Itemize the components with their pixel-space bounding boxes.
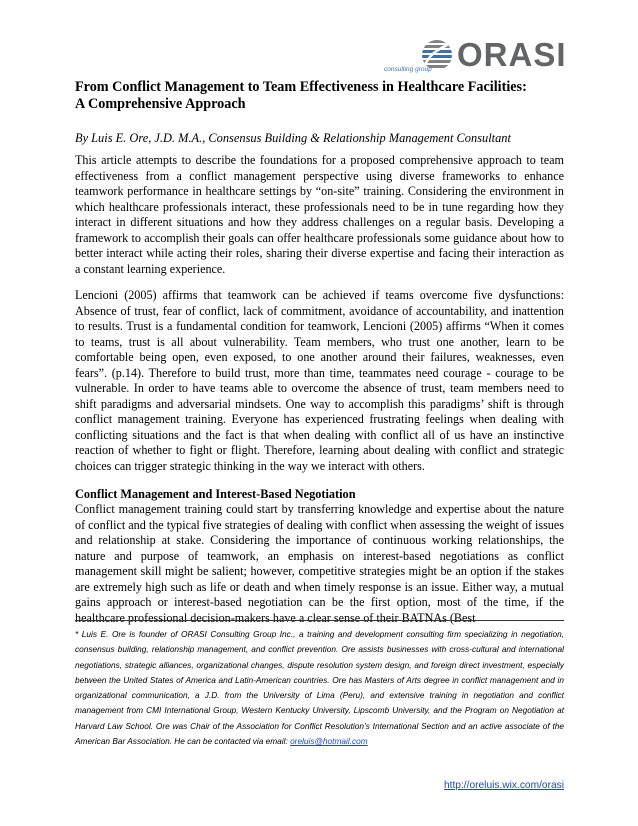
paragraph-lencioni: Lencioni (2005) affirms that teamwork can be achieved if teams overcome five dysfunctions: Absence of trust, fear of conflict, lack of commitment, avoidance of accountability, and inattention to results. Trust is a fundamental condition for teamwork, Lencioni (2005) affirms “When it comes to teams, trust is all about vulnerability. Team members, who trust one another, learn to be comfortable being open, even exposed, to one another around their failures, weaknesses, even fears”. (p.14). Therefore to build trust, more than time, teammates need courage - courage to be vulnerable. In order to have teams able to overcome the absence of trust, team members need to shift paradigms and adversarial mindsets. One way to accomplish this paradigms’ shift is through conflict management training. Everyone has experienced frustrating feelings when dealing with conflicting situations and the fact is that when dealing with conflict all of us have an instinctive reaction of whether to fight or flight. Therefore, learning about dealing with conflict and strategic choices can trigger strategic thinking in the way we interact with others.	[75, 288, 564, 473]
logo-subtitle: consulting group	[384, 66, 432, 73]
website-link[interactable]: http://oreluis.wix.com/orasi	[443, 780, 564, 791]
orasi-logo	[384, 34, 566, 80]
logo-wordmark: ORASI	[457, 36, 567, 73]
paragraph-intro: This article attempts to describe the foundations for a proposed comprehensive approach to team effectiveness from a conflict management perspective using diverse frameworks to enhance teamwork performance in healthcare settings by “on-site” training. Considering the environment in which healthcare professionals interact, these professionals need to be in tune regarding how they interact in different situations and how they address challenges on a regular basis. Developing a framework to accomplish their goals can offer healthcare professionals some guidance about how to better interact while acting their roles, sharing their diverse expertise and facing their interaction as a constant learning experience.	[75, 153, 564, 276]
paragraph-conflict-management: Conflict management training could start by transferring knowledge and expertise about the nature of conflict and the typical five strategies of dealing with conflict when assessing the weight of issues and relationship at stake. Considering the importance of continuous working relationships, the nature and purpose of teamwork, an emphasis on interest-based negotiations as conflict management skill might be salient; however, competitive strategies might be an option if the stakes are extremely high such as life or death and when timely response is an issue. Either way, a mutual gains approach or interest-based negotiation can be the first option, most of the time, if the healthcare professional decision-makers have a clear sense of their BATNAs (Best	[75, 502, 564, 625]
author-email-link[interactable]: oreluis@hotmail.com	[290, 736, 368, 747]
author-footnote	[75, 627, 564, 749]
article-title	[75, 79, 575, 113]
section-heading: Conflict Management and Interest-Based Negotiation	[75, 487, 356, 501]
footnote-divider	[75, 620, 564, 621]
title-line-2: A Comprehensive Approach	[75, 96, 246, 112]
footnote-text: * Luis E. Ore is founder of ORASI Consulting Group Inc., a training and development consulting firm specializing in negotiation, consensus building, relationship management, and conflict prevention. Ore assists businesses with cross-cultural and international negotiations, strategic alliances, organizational changes, dispute resolution system design, and foreign direct investment, especially between the United States of America and Latin-American countries. Ore has Masters of Arts degree in conflict management and in organizational communication, a J.D. from the University of Lima (Peru), and extensive training in negotiation and conflict management from CMI International Group, Western Kentucky University, Lipscomb University, and the Program on Negotiation at Harvard Law School. Ore was Chair of the Association for Conflict Resolution’s International Section and an active associate of the American Bar Association. He can be contacted via email:	[75, 629, 564, 747]
title-line-1: From Conflict Management to Team Effectiveness in Healthcare Facilities:	[75, 79, 527, 95]
article-byline: By Luis E. Ore, J.D. M.A., Consensus Building & Relationship Management Consultant	[75, 131, 511, 145]
